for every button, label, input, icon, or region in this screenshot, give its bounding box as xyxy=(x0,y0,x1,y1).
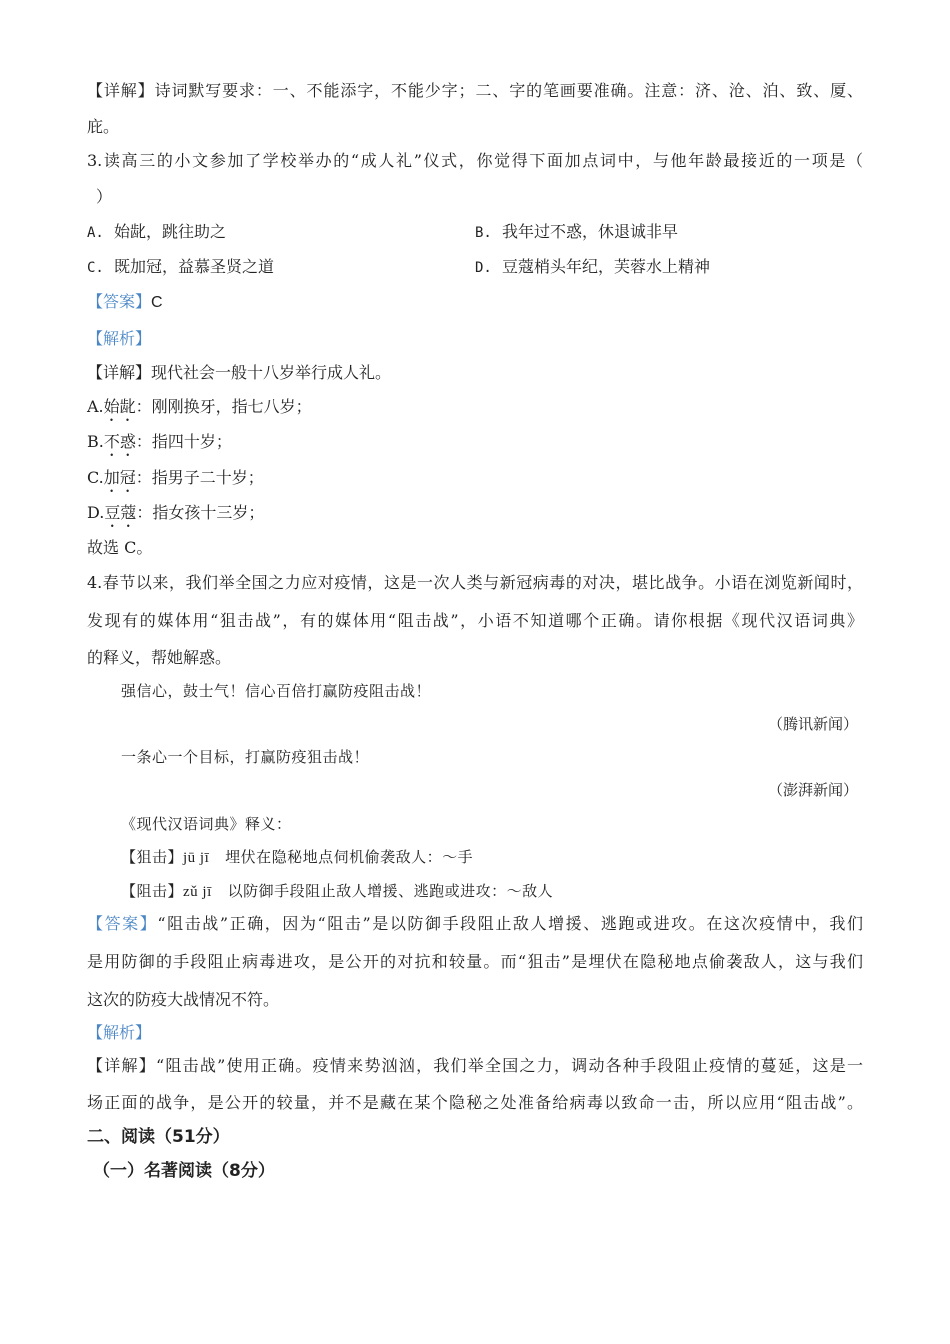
q4-stem-line-1: 4.春节以来，我们举全国之力应对疫情，这是一次人类与新冠病毒的对决，堪比战争。小语在浏览新闻时， xyxy=(87,573,863,592)
entry-head: 【阻击】 xyxy=(121,882,184,900)
item-key: C. xyxy=(87,468,104,487)
dictionary-entry-1 xyxy=(121,847,473,868)
q3-detail xyxy=(87,363,391,383)
answer-label: 【答案】 xyxy=(87,914,158,933)
detail-label: 【详解】 xyxy=(87,363,152,382)
q2-detail-line-1 xyxy=(87,81,863,101)
q3-option-d xyxy=(475,257,710,278)
news-source-1: （腾讯新闻） xyxy=(767,715,858,733)
news-quote-2: 一条心一个目标，打赢防疫狙击战！ xyxy=(121,748,370,766)
section-title: 二、阅读（51分） xyxy=(87,1127,230,1147)
q4-stem-line-3: 的释义，帮她解惑。 xyxy=(87,648,232,667)
option-key: D. xyxy=(475,260,492,276)
detail-text: 诗词默写要求：一、不能添字，不能少字；二、字的笔画要准确。注意：济、沧、泊、致、厦、 xyxy=(154,81,863,100)
item-word: 加冠 xyxy=(103,468,136,487)
q4-answer-line-1 xyxy=(87,914,863,934)
item-word: 始龀 xyxy=(103,397,136,416)
item-text: ：刚刚换牙，指七八岁； xyxy=(135,397,312,416)
q4-stem-line-2: 发现有的媒体用“狙击战”，有的媒体用“阻击战”，小语不知道哪个正确。请你根据《现代汉语词典》 xyxy=(87,611,863,630)
dictionary-title: 《现代汉语词典》释义： xyxy=(121,815,292,833)
section-subtitle: （一）名著阅读（8分） xyxy=(93,1161,275,1181)
detail-text: “阻击战”使用正确。疫情来势汹汹，我们举全国之力，调动各种手段阻止疫情的蔓延，这是一 xyxy=(155,1056,863,1075)
q2-detail-line-2: 庇。 xyxy=(87,117,120,136)
q4-detail-line-1 xyxy=(87,1056,863,1076)
q3-option-a xyxy=(87,222,226,243)
q3-stem-line-1: 3.读高三的小文参加了学校举办的“成人礼”仪式，你觉得下面加点词中，与他年龄最接近的一项是（ xyxy=(87,151,863,170)
item-text: ：指四十岁； xyxy=(135,432,232,451)
entry-definition: 以防御手段阻止敌人增援、逃跑或进攻：～敌人 xyxy=(227,882,554,900)
answer-value: C xyxy=(151,294,163,311)
q3-stem-line-2: ） xyxy=(96,187,113,206)
q3-option-c xyxy=(87,257,274,278)
option-key: C. xyxy=(87,260,104,276)
detail-text: 现代社会一般十八岁举行成人礼。 xyxy=(151,363,392,382)
answer-text: “阻击战”正确，因为“阻击”是以防御手段阻止敌人增援、逃跑或进攻。在这次疫情中，我们 xyxy=(157,914,863,933)
entry-pinyin: zǔ jī xyxy=(183,884,212,900)
item-key: A. xyxy=(87,397,104,416)
item-key: D. xyxy=(87,503,105,522)
option-text: 既加冠，益慕圣贤之道 xyxy=(114,257,275,276)
option-key: B. xyxy=(475,225,492,241)
q3-item-a xyxy=(87,397,312,425)
item-text: ：指男子二十岁； xyxy=(135,468,264,487)
item-key: B. xyxy=(87,432,104,451)
q3-answer xyxy=(87,292,163,313)
news-source-2: （澎湃新闻） xyxy=(767,781,858,799)
q4-analysis-label: 【解析】 xyxy=(87,1023,152,1042)
q3-conclusion: 故选 C。 xyxy=(87,538,153,557)
q4-answer-line-2: 是用防御的手段阻止病毒进攻，是公开的对抗和较量。而“狙击”是埋伏在隐秘地点偷袭敌人，这与我们 xyxy=(87,952,863,971)
item-word: 不惑 xyxy=(103,432,136,451)
q3-item-d xyxy=(87,503,264,531)
q3-analysis-label: 【解析】 xyxy=(87,329,152,348)
option-text: 始龀，跳往助之 xyxy=(114,222,227,241)
q3-option-b xyxy=(475,222,678,243)
entry-pinyin: jū jī xyxy=(183,850,210,866)
answer-label: 【答案】 xyxy=(87,292,152,311)
q4-detail-line-2: 场正面的战争，是公开的较量，并不是藏在某个隐秘之处准备给病毒以致命一击，所以应用“阻击战”。 xyxy=(87,1093,863,1112)
q4-answer-line-3: 这次的防疫大战情况不符。 xyxy=(87,990,280,1009)
option-key: A. xyxy=(87,225,104,241)
item-word: 豆蔻 xyxy=(104,503,137,522)
entry-head: 【狙击】 xyxy=(121,848,184,866)
item-text: ：指女孩十三岁； xyxy=(136,503,265,522)
news-quote-1: 强信心，鼓士气！信心百倍打赢防疫阻击战！ xyxy=(121,682,432,700)
option-text: 我年过不惑，休退诚非早 xyxy=(502,222,679,241)
dictionary-entry-2 xyxy=(121,881,553,902)
entry-definition: 埋伏在隐秘地点伺机偷袭敌人：～手 xyxy=(225,848,474,866)
option-text: 豆蔻梢头年纪，芙蓉水上精神 xyxy=(502,257,711,276)
detail-label: 【详解】 xyxy=(87,1056,156,1075)
detail-label: 【详解】 xyxy=(87,81,155,100)
q3-item-c xyxy=(87,468,264,496)
q3-item-b xyxy=(87,432,232,460)
